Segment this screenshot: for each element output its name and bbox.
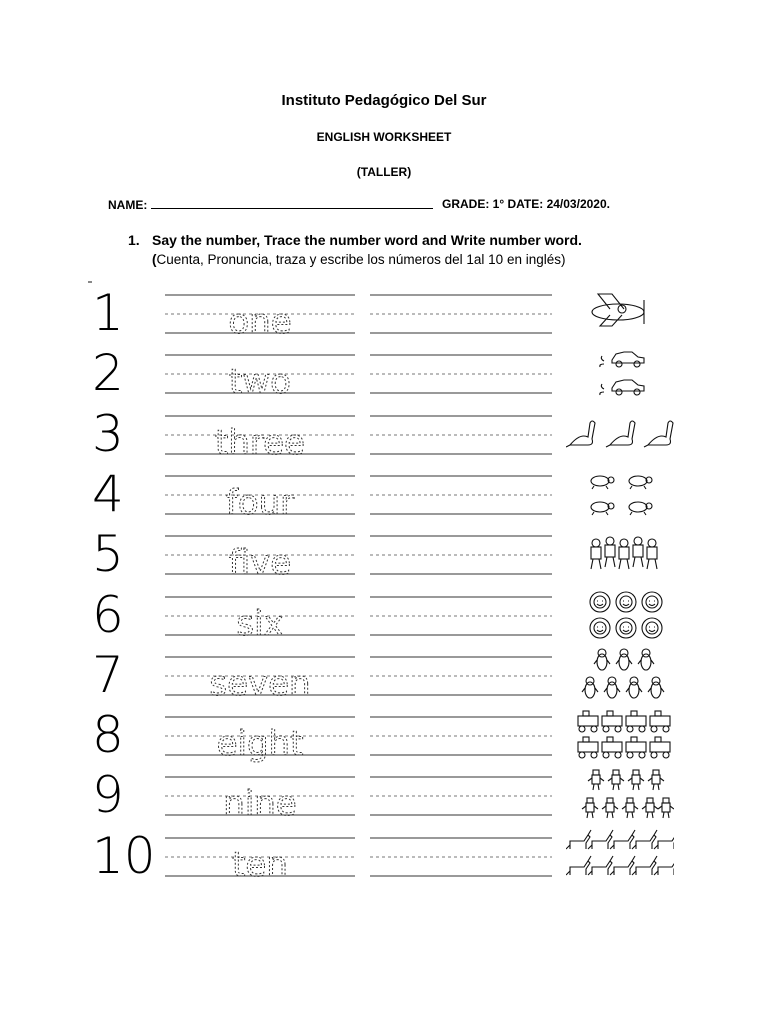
airplane-icon [592, 294, 644, 326]
penguin-icon [594, 649, 610, 670]
trace-word-eight: eight [216, 724, 304, 765]
numeral-1: 1 [92, 284, 124, 342]
car-pictures [566, 344, 674, 400]
write-area-eight[interactable] [370, 704, 552, 764]
band-kid-icon [647, 539, 657, 569]
robot-pictures [566, 766, 674, 822]
trace-area-four[interactable] [165, 463, 355, 523]
clock-icon [590, 618, 610, 638]
trace-area-eight[interactable] [165, 704, 355, 764]
trace-area-ten[interactable] [165, 825, 355, 885]
worksheet-title: ENGLISH WORKSHEET [316, 130, 452, 144]
trace-area-five[interactable] [165, 523, 355, 583]
trace-word-five: five [228, 543, 292, 584]
clock-icon [642, 618, 662, 638]
name-label: NAME: [108, 198, 148, 212]
write-area-five[interactable] [370, 523, 552, 583]
robot-icon [648, 770, 664, 790]
grade-date: GRADE: 1° DATE: 24/03/2020. [442, 197, 610, 211]
write-area-two[interactable] [370, 342, 552, 402]
write-area-three[interactable] [370, 403, 552, 463]
car-icon [600, 380, 644, 395]
robot-icon [608, 770, 624, 790]
numeral-6: 6 [92, 585, 124, 644]
band-kid-icon [591, 539, 601, 569]
unicorn-icon [654, 856, 674, 875]
train-icon [578, 737, 598, 758]
instruction-subtitle-text: Cuenta, Pronuncia, traza y escribe los números del 1al 10 en inglés) [156, 252, 566, 267]
numeral-8: 8 [92, 706, 124, 765]
turtle-icon [591, 476, 614, 489]
band-kid-pictures [566, 525, 674, 581]
robot-icon [582, 798, 598, 818]
band-kid-icon [619, 539, 629, 569]
write-area-nine[interactable] [370, 764, 552, 824]
train-icon [650, 711, 670, 732]
trace-area-six[interactable] [165, 584, 355, 644]
numeral-4: 4 [92, 464, 124, 523]
robot-icon [588, 770, 604, 790]
train-pictures [566, 706, 674, 762]
robot-icon [658, 798, 674, 818]
robot-icon [642, 798, 658, 818]
train-icon [602, 737, 622, 758]
unicorn-icon [632, 830, 657, 849]
unicorn-icon [588, 856, 613, 875]
trace-word-seven: seven [209, 663, 311, 704]
unicorn-pictures [566, 827, 674, 883]
band-kid-icon [605, 537, 615, 567]
robot-icon [602, 798, 618, 818]
trace-word-two: two [229, 362, 291, 403]
school-title: Instituto Pedagógico Del Sur [281, 92, 487, 109]
unicorn-icon [654, 830, 674, 849]
unicorn-icon [588, 830, 613, 849]
dinosaur-pictures [566, 405, 674, 461]
penguin-icon [616, 649, 632, 670]
trace-word-ten: ten [232, 844, 288, 885]
unicorn-icon [566, 856, 591, 875]
turtle-icon [629, 502, 652, 515]
trace-word-six: six [236, 603, 284, 644]
write-area-six[interactable] [370, 584, 552, 644]
penguin-icon [626, 677, 642, 698]
trace-area-three[interactable] [165, 403, 355, 463]
dinosaur-icon [566, 421, 595, 447]
unicorn-icon [610, 856, 635, 875]
unicorn-icon [610, 830, 635, 849]
write-area-four[interactable] [370, 463, 552, 523]
numeral-9: 9 [92, 766, 124, 825]
train-icon [650, 737, 670, 758]
train-icon [626, 737, 646, 758]
name-blank[interactable] [151, 197, 433, 209]
clock-icon [616, 592, 636, 612]
clock-icon [642, 592, 662, 612]
numeral-10: 10 [92, 826, 156, 885]
penguin-icon [604, 677, 620, 698]
penguin-icon [638, 649, 654, 670]
train-icon [602, 711, 622, 732]
write-area-ten[interactable] [370, 825, 552, 885]
trace-word-nine: nine [223, 784, 297, 825]
instruction-text: Say the number, Trace the number word and Write number word. [152, 232, 582, 248]
trace-area-one[interactable] [165, 282, 355, 342]
train-icon [626, 711, 646, 732]
car-icon [600, 352, 644, 367]
trace-word-four: four [225, 482, 295, 523]
penguin-icon [648, 677, 664, 698]
train-icon [578, 711, 598, 732]
turtle-pictures [566, 465, 674, 521]
trace-word-one: one [228, 302, 292, 342]
clock-icon [616, 618, 636, 638]
dinosaur-icon [606, 421, 635, 447]
unicorn-icon [566, 830, 591, 849]
write-area-one[interactable] [370, 282, 552, 342]
instruction-paren: ( [152, 252, 157, 267]
airplane-pictures [566, 284, 674, 340]
trace-area-seven[interactable] [165, 644, 355, 704]
dinosaur-icon [644, 421, 673, 447]
write-area-seven[interactable] [370, 644, 552, 704]
instruction [128, 232, 582, 248]
numeral-3: 3 [92, 404, 124, 463]
unicorn-icon [632, 856, 657, 875]
numeral-5: 5 [92, 525, 124, 584]
robot-icon [628, 770, 644, 790]
trace-area-nine[interactable] [165, 764, 355, 824]
instruction-number: 1. [128, 232, 140, 248]
clock-pictures [566, 586, 674, 642]
turtle-icon [591, 502, 614, 515]
penguin-pictures [566, 646, 674, 702]
taller-label: (TALLER) [356, 165, 412, 179]
instruction-subtitle [152, 252, 565, 267]
robot-icon [622, 798, 638, 818]
penguin-icon [582, 677, 598, 698]
name-field[interactable] [108, 197, 433, 212]
numeral-7: 7 [92, 645, 124, 704]
clock-icon [590, 592, 610, 612]
turtle-icon [629, 476, 652, 489]
trace-word-three: three [215, 422, 305, 463]
band-kid-icon [633, 537, 643, 567]
numeral-2: 2 [92, 344, 124, 403]
corner-mark [88, 281, 92, 283]
trace-area-two[interactable] [165, 342, 355, 402]
